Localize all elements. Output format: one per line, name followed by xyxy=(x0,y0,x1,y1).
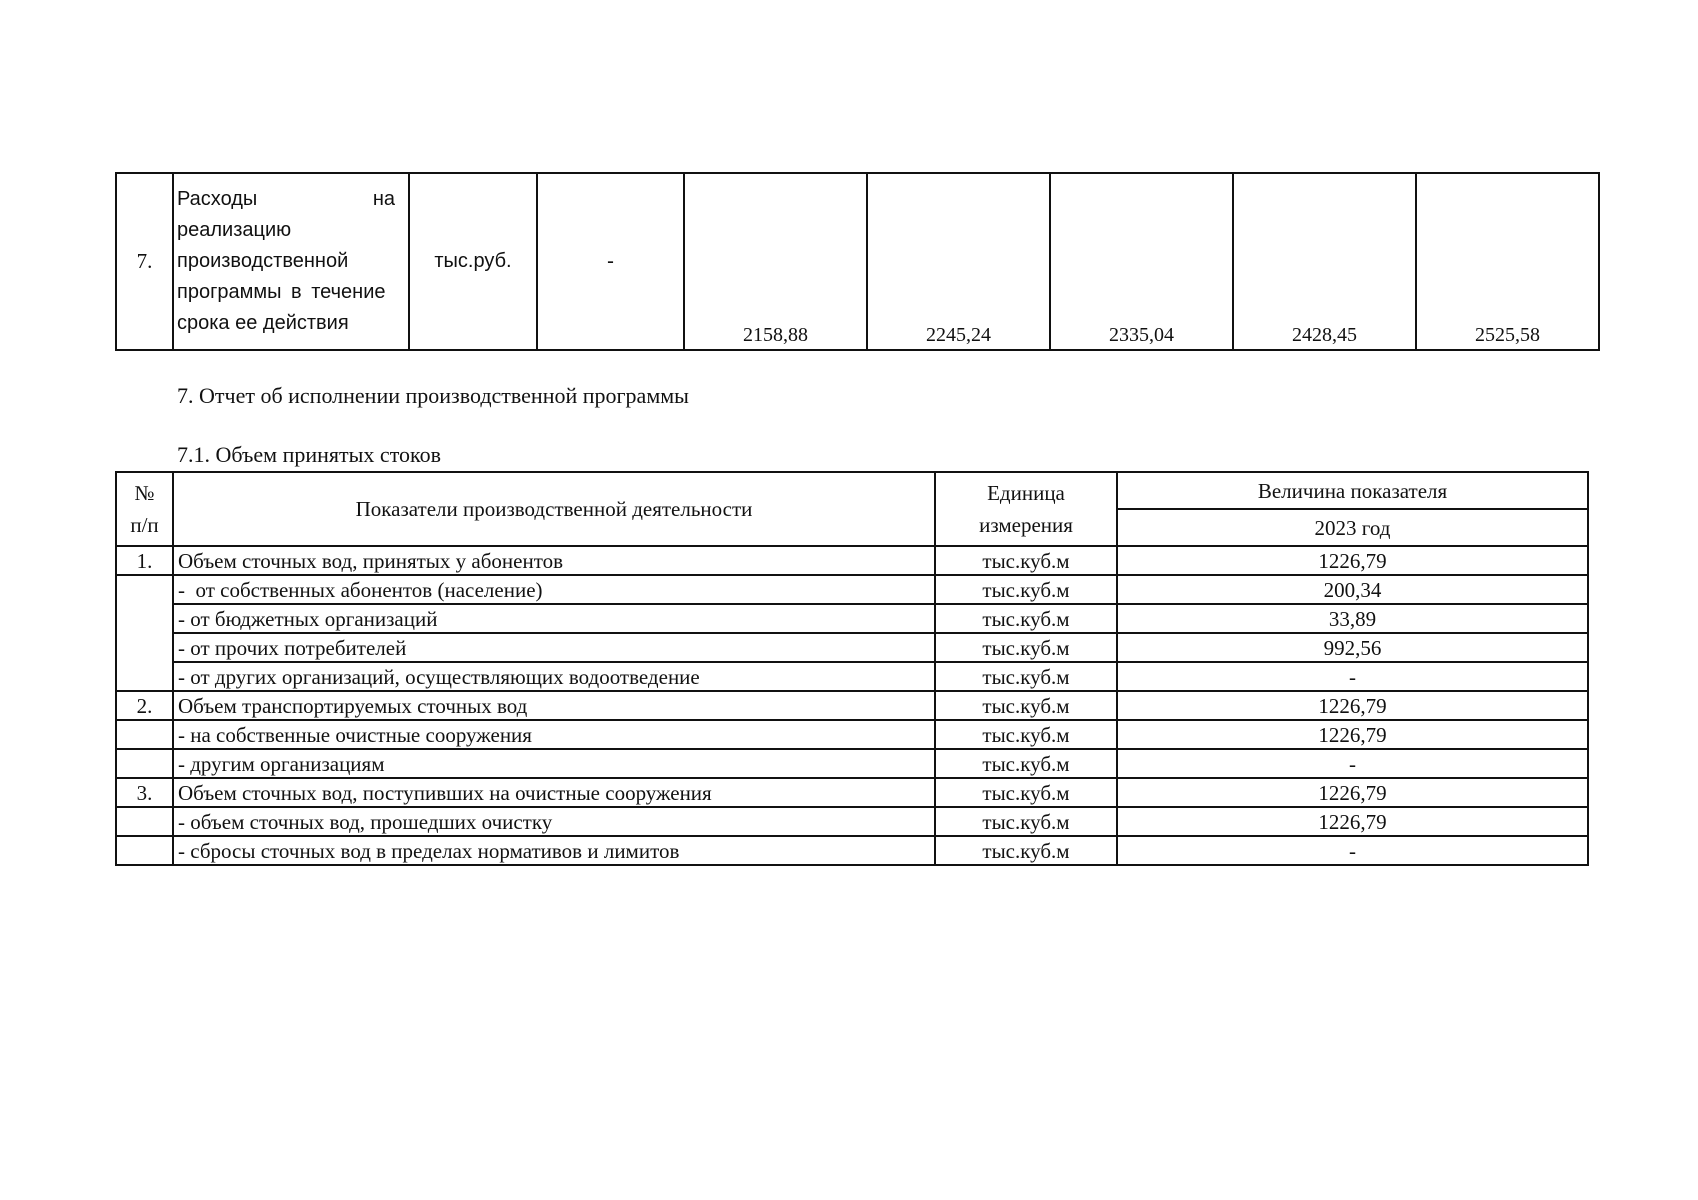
unit-cell: тыс.куб.м xyxy=(935,662,1117,691)
name-line: реализацию xyxy=(177,219,292,241)
table-row xyxy=(116,807,1588,836)
value-cell: 2158,88 xyxy=(684,173,867,350)
row-number xyxy=(116,836,173,865)
indicator-name: Объем транспортируемых сточных вод xyxy=(173,691,935,720)
row-number xyxy=(116,749,173,778)
header-number-bottom: п/п xyxy=(130,513,159,537)
unit-cell: тыс.куб.м xyxy=(935,720,1117,749)
indicator-name: Объем сточных вод, принятых у абонентов xyxy=(173,546,935,575)
value-cell: 2245,24 xyxy=(867,173,1050,350)
header-value: Величина показателя xyxy=(1117,472,1588,509)
table-row xyxy=(116,173,1599,350)
value-cell: 2428,45 xyxy=(1233,173,1416,350)
section-heading: 7. Отчет об исполнении производственной программы xyxy=(177,383,689,408)
name-line: программы в течение xyxy=(177,281,386,303)
table-row xyxy=(116,575,1588,604)
indicator-name: - от собственных абонентов (население) xyxy=(173,575,935,604)
unit-cell: тыс.куб.м xyxy=(935,604,1117,633)
table-row xyxy=(116,836,1588,865)
value-cell: 2335,04 xyxy=(1050,173,1233,350)
header-number xyxy=(116,472,173,546)
unit-cell: тыс.куб.м xyxy=(935,807,1117,836)
indicator-name: Объем сточных вод, поступивших на очистные сооружения xyxy=(173,778,935,807)
unit-cell: тыс.куб.м xyxy=(935,633,1117,662)
header-unit-bottom: измерения xyxy=(979,513,1073,537)
value-cell: 1226,79 xyxy=(1117,546,1588,575)
header-unit xyxy=(935,472,1117,546)
row-number xyxy=(116,575,173,691)
table-row xyxy=(116,691,1588,720)
row-number: 1. xyxy=(116,546,173,575)
table-row xyxy=(116,633,1588,662)
value-cell: - xyxy=(1117,749,1588,778)
unit-cell: тыс.куб.м xyxy=(935,836,1117,865)
value-cell: 992,56 xyxy=(1117,633,1588,662)
indicator-name: - объем сточных вод, прошедших очистку xyxy=(173,807,935,836)
table-row xyxy=(116,546,1588,575)
row-number: 7. xyxy=(116,173,173,350)
production-program-costs-table xyxy=(115,172,1600,351)
table-row xyxy=(116,662,1588,691)
row-number xyxy=(116,720,173,749)
header-number-top: № xyxy=(134,481,155,505)
unit-cell: тыс.куб.м xyxy=(935,749,1117,778)
base-value-cell: - xyxy=(537,173,684,350)
unit-cell: тыс.куб.м xyxy=(935,691,1117,720)
row-number: 2. xyxy=(116,691,173,720)
table-row xyxy=(116,604,1588,633)
unit-cell: тыс.куб.м xyxy=(935,778,1117,807)
name-line: производственной xyxy=(177,250,349,272)
value-cell: - xyxy=(1117,662,1588,691)
value-cell: 200,34 xyxy=(1117,575,1588,604)
accepted-wastewater-table xyxy=(115,471,1589,866)
table-row xyxy=(116,749,1588,778)
table-row xyxy=(116,778,1588,807)
unit-cell: тыс.куб.м xyxy=(935,575,1117,604)
table-header-row xyxy=(116,472,1588,509)
value-cell: 2525,58 xyxy=(1416,173,1599,350)
unit-cell: тыс.куб.м xyxy=(935,546,1117,575)
subsection-heading: 7.1. Объем принятых стоков xyxy=(177,442,441,467)
indicator-name: - другим организациям xyxy=(173,749,935,778)
value-cell: 1226,79 xyxy=(1117,691,1588,720)
value-cell: - xyxy=(1117,836,1588,865)
indicator-name: - сбросы сточных вод в пределах нормативов и лимитов xyxy=(173,836,935,865)
value-cell: 33,89 xyxy=(1117,604,1588,633)
table-row xyxy=(116,720,1588,749)
value-cell: 1226,79 xyxy=(1117,807,1588,836)
row-number xyxy=(116,807,173,836)
indicator-name: - от прочих потребителей xyxy=(173,633,935,662)
value-cell: 1226,79 xyxy=(1117,778,1588,807)
value-cell: 1226,79 xyxy=(1117,720,1588,749)
header-year: 2023 год xyxy=(1117,509,1588,546)
name-line: срока ее действия xyxy=(177,312,349,334)
unit-cell: тыс.руб. xyxy=(409,173,537,350)
name-line: Расходы на xyxy=(177,188,396,210)
indicator-name: - от бюджетных организаций xyxy=(173,604,935,633)
indicator-name: - от других организаций, осуществляющих водоотведение xyxy=(173,662,935,691)
header-unit-top: Единица xyxy=(987,481,1065,505)
row-number: 3. xyxy=(116,778,173,807)
indicator-name xyxy=(173,173,409,350)
indicator-name: - на собственные очистные сооружения xyxy=(173,720,935,749)
header-indicator: Показатели производственной деятельности xyxy=(173,472,935,546)
